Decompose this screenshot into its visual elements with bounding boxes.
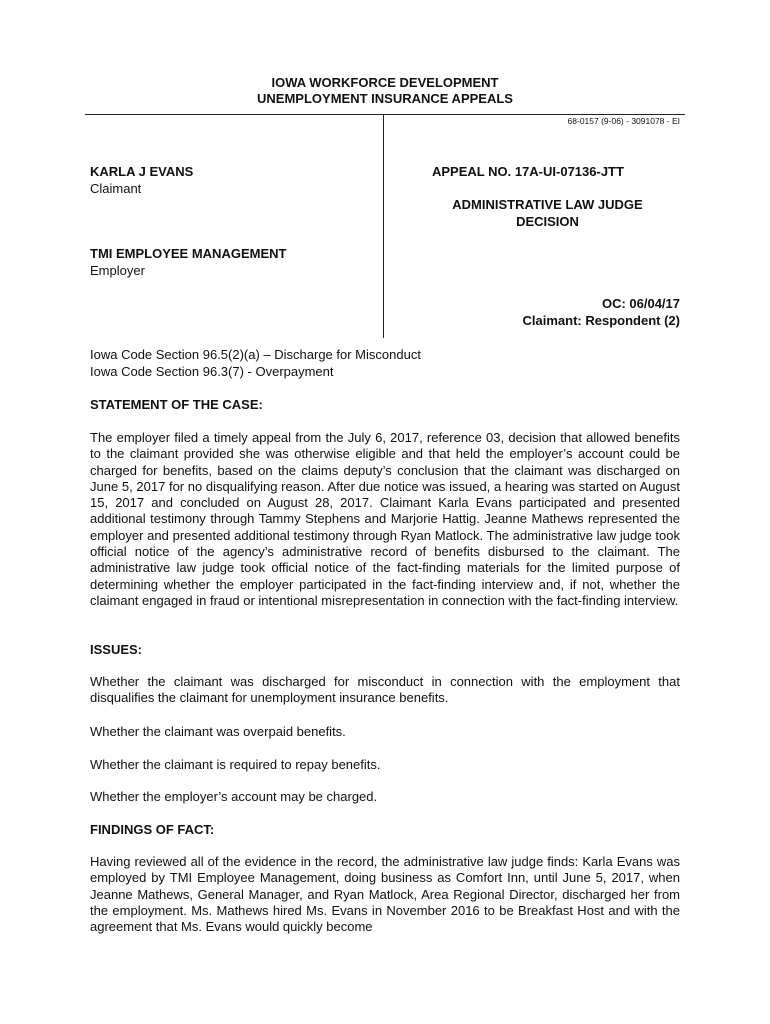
decision-title [415, 197, 680, 230]
statement-text: The employer filed a timely appeal from the July 6, 2017, reference 03, decision that allowed benefits to the claimant provided she was otherwise eligible and that held the employer’s account could be charged for benefits, based on the claims deputy’s conclusion that the claimant was discharged on June 5, 2017 for no disqualifying reason. After due notice was issued, a hearing was started on August 15, 2017 and concluded on August 28, 2017. Claimant Karla Evans participated and presented additional testimony through Tammy Stephens and Marjorie Hattig. Jeanne Mathews represented the employer and presented additional testimony through Ryan Matlock. The administrative law judge took official notice of the agency’s administrative record of benefits disbursed to the claimant. The administrative law judge took official notice of the fact-finding materials for the limited purpose of determining whether the employer participated in the fact-finding interview and, if not, whether the claimant engaged in fraud or intentional misrepresentation in connection with the fact-finding interview. [90, 430, 680, 608]
statement-heading: STATEMENT OF THE CASE: [90, 397, 263, 412]
issue-item: Whether the employer’s account may be charged. [90, 789, 378, 804]
decision-title-line1: ADMINISTRATIVE LAW JUDGE [452, 197, 643, 212]
employer-name: TMI EMPLOYEE MANAGEMENT [90, 246, 287, 261]
form-code: 68-0157 (9-06) - 3091078 - EI [567, 116, 680, 126]
oc-date: OC: 06/04/17 [601, 296, 680, 311]
claimant-block [90, 164, 193, 197]
employer-block [90, 246, 286, 279]
code-section: Iowa Code Section 96.3(7) - Overpayment [90, 363, 334, 379]
claimant-role: Claimant [90, 180, 142, 196]
agency-name: IOWA WORKFORCE DEVELOPMENT [271, 75, 499, 90]
code-section: Iowa Code Section 96.5(2)(a) – Discharge for Misconduct [90, 347, 421, 362]
issues-heading: ISSUES: [90, 642, 143, 657]
findings-heading: FINDINGS OF FACT: [90, 822, 215, 837]
findings-text: Having reviewed all of the evidence in the record, the administrative law judge finds: Karla Evans was employed by TMI Employee Management, doing business as Comfort Inn, until June 5, 2017, when Jeanne Mathews, General Manager, and Ryan Matlock, Area Regional Director, discharged her from the employment. Ms. Mathews hired Ms. Evans in November 2016 to be Breakfast Host and with the agreement that Ms. Evans would quickly become [90, 854, 680, 935]
division-name: UNEMPLOYMENT INSURANCE APPEALS [257, 91, 513, 106]
appeal-number: APPEAL NO. 17A-UI-07136-JTT [432, 164, 624, 179]
issue-item: Whether the claimant was overpaid benefits. [90, 724, 346, 739]
case-status-block [400, 296, 680, 329]
issue-item: Whether the claimant is required to repay benefits. [90, 757, 381, 772]
caption-horizontal-rule [85, 114, 685, 115]
decision-title-line2: DECISION [516, 213, 579, 229]
issue-item: Whether the claimant was discharged for misconduct in connection with the employment that disqualifies the claimant for unemployment insurance benefits. [90, 674, 680, 706]
claimant-name: KARLA J EVANS [90, 164, 194, 179]
caption-vertical-rule [383, 114, 384, 338]
document-header [90, 75, 680, 107]
employer-role: Employer [90, 262, 145, 278]
claimant-status: Claimant: Respondent (2) [522, 312, 680, 328]
code-sections [90, 347, 421, 380]
